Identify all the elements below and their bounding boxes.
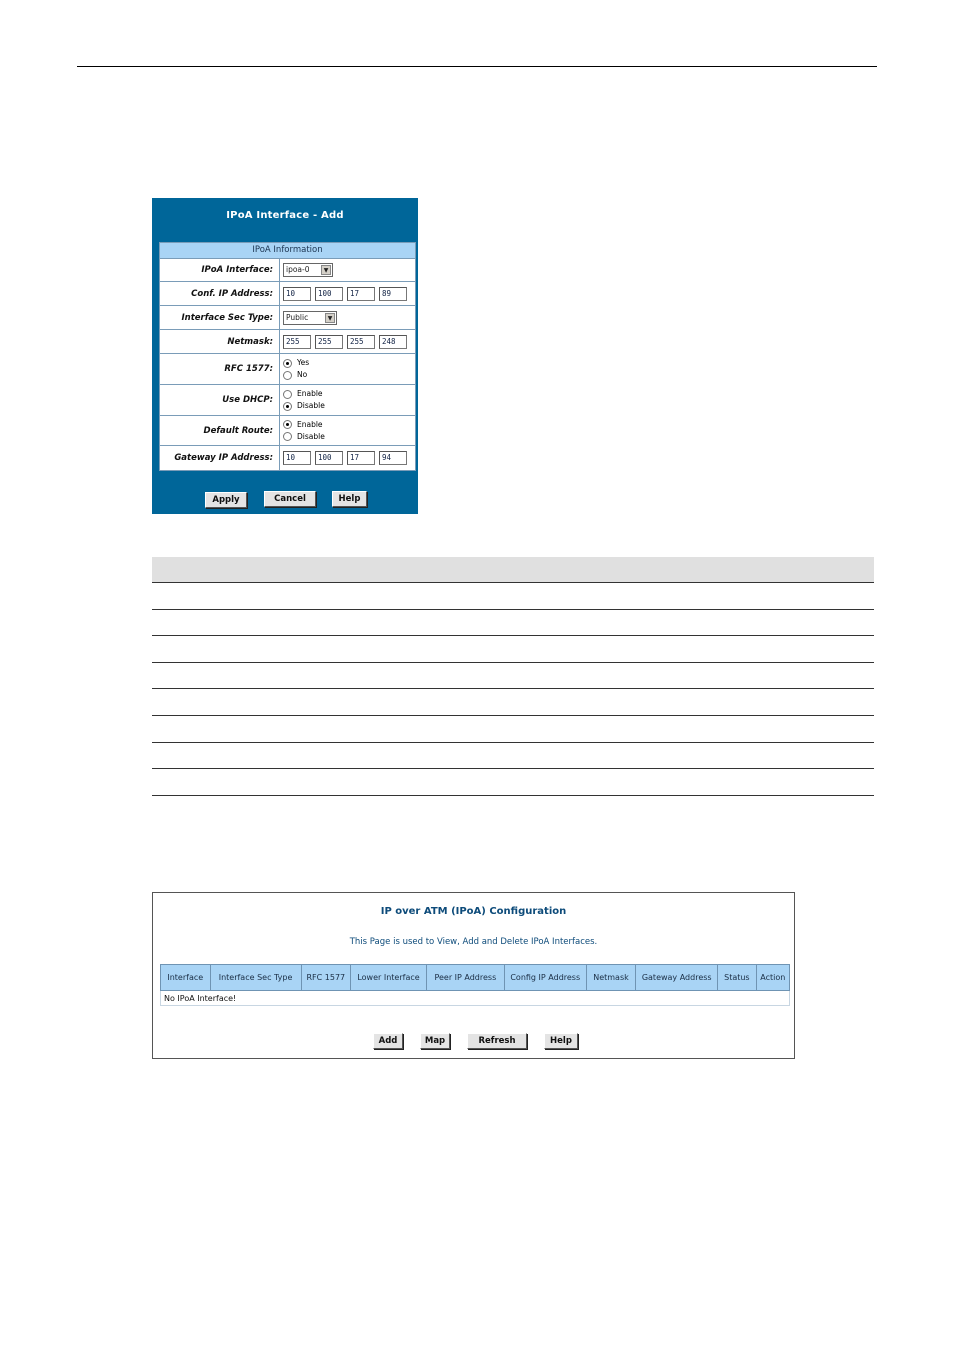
- label-ipoa-interface: IPoA Interface:: [160, 259, 280, 281]
- column-header: Status: [718, 965, 756, 991]
- radio-enable[interactable]: [283, 420, 292, 429]
- label-rfc1577: RFC 1577:: [160, 354, 280, 384]
- gateway-ip-octet-2[interactable]: 100: [315, 451, 343, 465]
- row-default-route: [160, 416, 415, 446]
- conf-ip-octet-1[interactable]: 10: [283, 287, 311, 301]
- radio-enable[interactable]: [283, 390, 292, 399]
- gateway-ip-octet-1[interactable]: 10: [283, 451, 311, 465]
- column-header: Interface: [161, 965, 211, 991]
- ipoa-add-dialog: [152, 198, 418, 514]
- route-disable-label: Disable: [297, 431, 325, 441]
- config-title: IP over ATM (IPoA) Configuration: [380, 906, 567, 917]
- label-default-route: Default Route:: [160, 416, 280, 445]
- column-header: Action: [756, 965, 789, 991]
- apply-button[interactable]: Apply: [205, 492, 247, 508]
- column-header: Netmask: [586, 965, 636, 991]
- label-netmask: Netmask:: [160, 330, 280, 353]
- table-row: [152, 663, 874, 690]
- column-header: Gateway Address: [636, 965, 718, 991]
- map-button[interactable]: Map: [420, 1033, 450, 1049]
- row-conf-ip: [160, 282, 415, 306]
- empty-message: No IPoA Interface!: [161, 991, 790, 1006]
- dhcp-enable-label: Enable: [297, 389, 323, 398]
- row-netmask: [160, 330, 415, 354]
- chevron-down-icon[interactable]: ▼: [321, 265, 331, 275]
- help-button[interactable]: Help: [544, 1033, 578, 1049]
- radio-yes[interactable]: [283, 359, 292, 368]
- blank-table: [152, 557, 874, 796]
- dhcp-disable-option[interactable]: [283, 400, 325, 412]
- radio-no[interactable]: [283, 371, 292, 380]
- label-gateway-ip: Gateway IP Address:: [160, 446, 280, 470]
- column-header: Peer IP Address: [426, 965, 504, 991]
- table-row: [161, 991, 790, 1006]
- netmask-octet-2[interactable]: 255: [315, 335, 343, 349]
- add-button[interactable]: Add: [373, 1033, 403, 1049]
- sec-type-value: Public: [286, 312, 309, 322]
- chevron-down-icon[interactable]: ▼: [325, 313, 335, 323]
- table-row: [152, 769, 874, 796]
- netmask-octet-3[interactable]: 255: [347, 335, 375, 349]
- cancel-button[interactable]: Cancel: [264, 491, 316, 507]
- row-use-dhcp: [160, 385, 415, 416]
- rfc1577-no-option[interactable]: [283, 369, 309, 381]
- conf-ip-octet-2[interactable]: 100: [315, 287, 343, 301]
- netmask-octet-1[interactable]: 255: [283, 335, 311, 349]
- row-rfc1577: [160, 354, 415, 385]
- route-disable-option[interactable]: [283, 431, 325, 443]
- config-subtitle: This Page is used to View, Add and Delete IPoA Interfaces.: [349, 937, 598, 947]
- label-sec-type: Interface Sec Type:: [160, 306, 280, 329]
- table-row: [152, 743, 874, 770]
- conf-ip-octet-4[interactable]: 89: [379, 287, 407, 301]
- dhcp-disable-label: Disable: [297, 401, 325, 410]
- table-row: [152, 610, 874, 637]
- ipoa-interface-value: ipoa-0: [286, 265, 310, 274]
- rfc1577-yes-option[interactable]: [283, 357, 309, 369]
- table-row: [152, 636, 874, 663]
- rfc1577-yes-label: Yes: [297, 358, 310, 367]
- column-header: RFC 1577: [301, 965, 351, 991]
- table-row: [152, 689, 874, 716]
- conf-ip-octet-3[interactable]: 17: [347, 287, 375, 301]
- dhcp-enable-option[interactable]: [283, 388, 325, 400]
- gateway-ip-octet-3[interactable]: 17: [347, 451, 375, 465]
- route-enable-option[interactable]: [283, 419, 325, 431]
- page-top-rule: [77, 66, 877, 67]
- sec-type-select[interactable]: [283, 311, 337, 325]
- gateway-ip-octet-4[interactable]: 94: [379, 451, 407, 465]
- radio-disable[interactable]: [283, 402, 292, 411]
- ipoa-interface-select[interactable]: [283, 263, 333, 277]
- ipoa-info-form: [159, 242, 416, 471]
- label-conf-ip: Conf. IP Address:: [160, 282, 280, 305]
- column-header: Lower Interface: [351, 965, 427, 991]
- section-header: IPoA Information: [160, 243, 415, 259]
- dialog-title: IPoA Interface - Add: [226, 210, 344, 221]
- table-row: [152, 583, 874, 610]
- netmask-octet-4[interactable]: 248: [379, 335, 407, 349]
- column-header: Interface Sec Type: [210, 965, 301, 991]
- column-header: Config IP Address: [504, 965, 586, 991]
- route-enable-label: Enable: [297, 419, 323, 429]
- rfc1577-no-label: No: [297, 370, 308, 379]
- row-gateway-ip: [160, 446, 415, 470]
- label-use-dhcp: Use DHCP:: [160, 385, 280, 415]
- refresh-button[interactable]: Refresh: [467, 1033, 527, 1049]
- ipoa-config-panel: [152, 892, 795, 1059]
- radio-disable[interactable]: [283, 432, 292, 441]
- ipoa-interface-table: [160, 964, 790, 1006]
- row-sec-type: [160, 306, 415, 330]
- help-button[interactable]: Help: [332, 491, 367, 507]
- row-ipoa-interface: [160, 259, 415, 282]
- table-row: [152, 716, 874, 743]
- table-header: [152, 557, 874, 583]
